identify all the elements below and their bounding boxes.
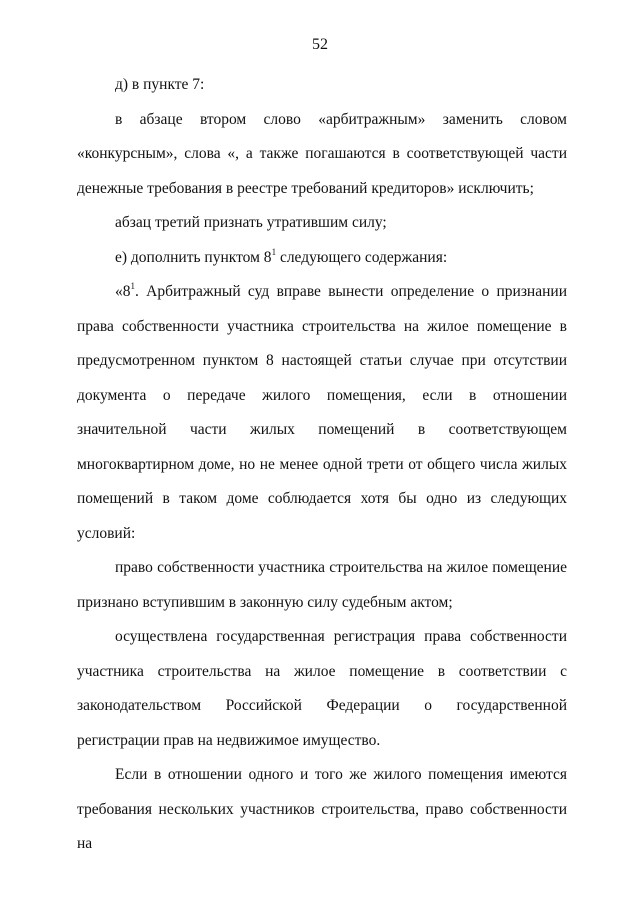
point-8-1-number: «8: [115, 283, 131, 300]
item-e-text-start: е) дополнить пунктом 8: [115, 248, 272, 266]
paragraph-new-point-8-1: [77, 275, 567, 551]
paragraph-third-abzac-void: абзац третий признать утратившим силу;: [115, 214, 387, 231]
paragraph-item-d: д) в пункте 7:: [115, 76, 205, 93]
point-8-1-superscript: 1: [130, 281, 135, 291]
document-body: [77, 68, 567, 862]
paragraph-condition-court-act: право собственности участника строительства на жилое помещение признано вступившим в законную силу судебным актом;: [77, 559, 567, 611]
point-8-1-text: . Арбитражный суд вправе вынести определение о признании права собственности участника строительства на жилое помещение в предусмотренном пунктом 8 настоящей статьи случае при отсутствии документа о передаче жилого помещения, если в отношении значительной части жилых помещений в соответствующем многоквартирном доме, но не менее одной трети от общего числа жилых помещений в таком доме соблюдается хотя бы одно из следующих условий:: [77, 283, 567, 542]
item-e-superscript: 1: [271, 246, 277, 257]
paragraph-item-e: [77, 241, 567, 276]
paragraph-amend-second-abzac: в абзаце втором слово «арбитражным» заменить словом «конкурсным», слова «, а также погашаются в соответствующей части денежные требования в реестре требований кредиторов» исключить;: [77, 110, 567, 197]
paragraph-condition-registration: осуществлена государственная регистрация права собственности участника строительства на жилое помещение в соответствии с законодательством Российской Федерации о государственной регистрации прав на недвижимое имущество.: [77, 628, 567, 749]
page-number: 52: [312, 36, 328, 53]
item-e-text-end: следующего содержания:: [276, 248, 448, 266]
paragraph-multiple-claims: Если в отношении одного и того же жилого помещения имеются требования нескольких участников строительства, право собственности на: [77, 766, 567, 852]
